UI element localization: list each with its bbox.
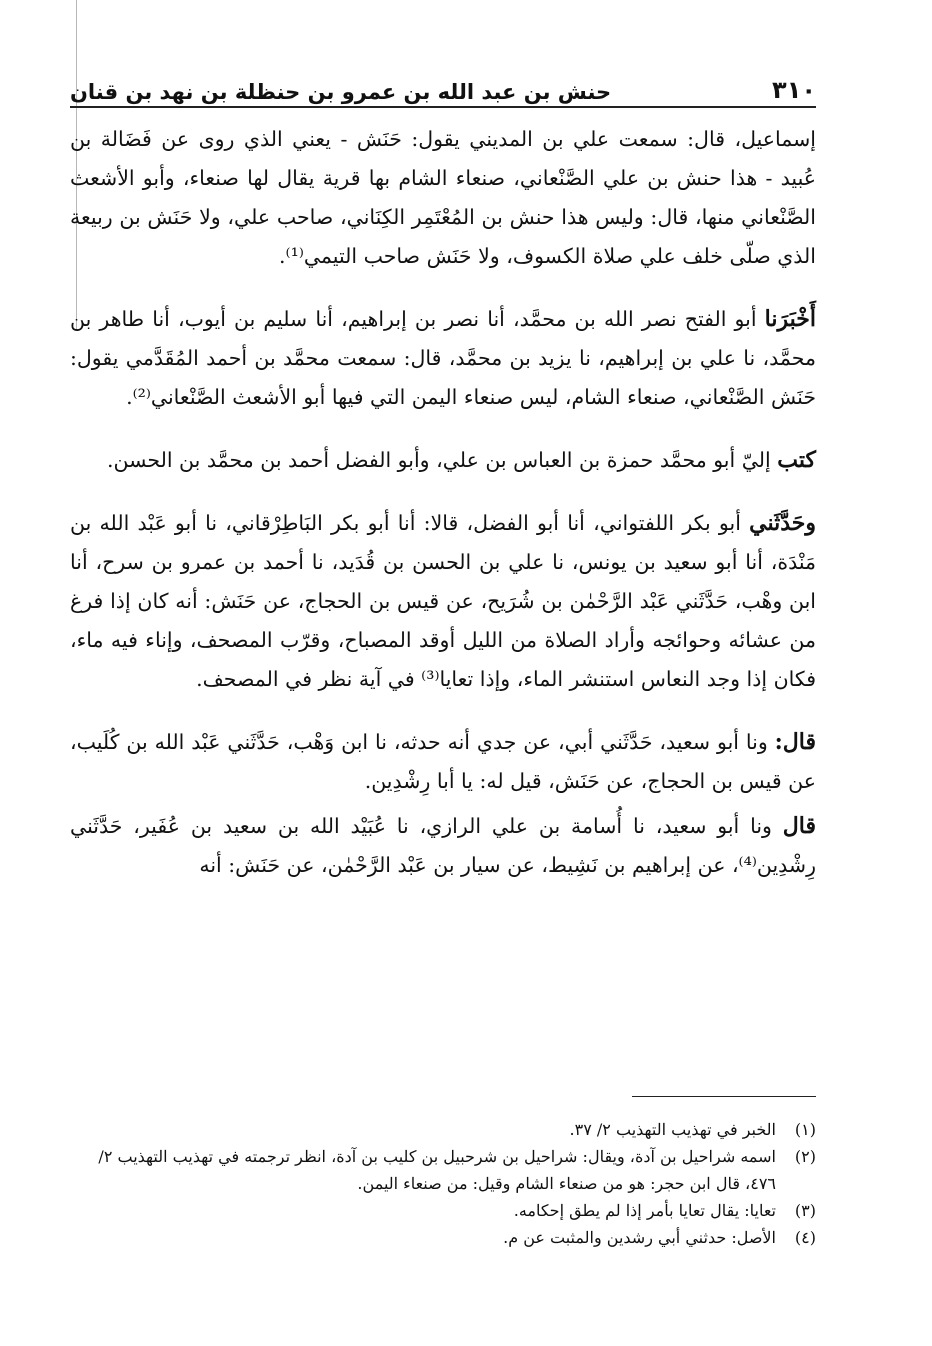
paragraph-text: إليّ أبو محمَّد حمزة بن العباس بن علي، وأبو الفضل أحمد بن محمَّد بن الحسن. <box>106 448 778 472</box>
paragraph-lead: أَخْبَرَنا <box>764 306 816 332</box>
paragraph-3 <box>70 441 816 480</box>
paragraph-6 <box>70 807 816 885</box>
footnote-number: (٤) <box>794 1228 816 1247</box>
footnote-1 <box>70 1116 816 1143</box>
paragraph-5 <box>70 723 816 801</box>
paragraph-text: إسماعيل، قال: سمعت علي بن المديني يقول: حَنَش - يعني الذي روى عن فَضَالة بن عُبيد - هذا حنش بن علي الصَّنْعاني، صنعاء الشام بها قرية يقال لها صنعاء، وأبو الأشعث الصَّنْعاني منها، قال: وليس هذا حنش بن المُعْتَمِر الكِنَاني، صاحب علي، ولا حَنَش بن ربيعة الذي صلّى خلف علي صلاة الكسوف، ولا حَنَش صاحب التيمي⁽¹⁾. <box>70 127 816 268</box>
footnote-separator <box>632 1096 816 1097</box>
footnotes <box>70 1116 816 1251</box>
running-title: حنش بن عبد الله بن عمرو بن حنظلة بن نهد بن قنان <box>70 80 612 104</box>
main-text <box>70 120 816 909</box>
footnote-text: الخبر في تهذيب التهذيب ٢/ ٣٧. <box>569 1120 776 1139</box>
paragraph-1 <box>70 120 816 276</box>
footnote-number: (٢) <box>794 1147 816 1166</box>
footnote-4 <box>70 1224 816 1251</box>
paragraph-lead: وحَدَّثَني <box>749 510 816 536</box>
paragraph-lead: قال <box>782 813 816 839</box>
page-number: ٣١٠ <box>772 76 816 104</box>
paragraph-lead: كتب <box>777 447 816 473</box>
paragraph-text: أبو الفتح نصر الله بن محمَّد، أنا نصر بن إبراهيم، أنا سليم بن أيوب، أنا طاهر بن محمَّد، نا علي بن إبراهيم، نا يزيد بن محمَّد، قال: سمعت محمَّد بن أحمد المُقَدَّمي يقول: حَنَش الصَّنْعاني، صنعاء الشام، ليس صنعاء اليمن التي فيها أبو الأشعث الصَّنْعاني⁽²⁾. <box>70 307 816 409</box>
paragraph-text: ونا أبو سعيد، حَدَّثَني أبي، عن جدي أنه حدثه، نا ابن وَهْب، حَدَّثَني عَبْد الله بن كُلَيب، عن قيس بن الحجاج، عن حَنَش، قيل له: يا أبا رِشْدِين. <box>70 730 816 793</box>
footnote-text: الأصل: حدثني أبي رشدين والمثبت عن م. <box>503 1228 776 1247</box>
paragraph-2 <box>70 300 816 417</box>
paragraph-lead: قال: <box>774 729 816 755</box>
footnote-number: (١) <box>794 1120 816 1139</box>
paragraph-4 <box>70 504 816 699</box>
footnote-text: اسمه شراحيل بن آدة، ويقال: شراحيل بن شرحبيل بن كليب بن آدة، انظر ترجمته في تهذيب التهذيب ٢/ ٤٧٦، قال ابن حجر: هو من صنعاء الشام وقيل: من صنعاء اليمن. <box>98 1147 776 1193</box>
footnote-number: (٣) <box>794 1201 816 1220</box>
footnote-2 <box>70 1143 816 1197</box>
header-rule <box>70 106 816 108</box>
footnote-3 <box>70 1197 816 1224</box>
paragraph-text: ونا أبو سعيد، نا أُسامة بن علي الرازي، نا عُبَيْد الله بن سعيد بن عُفَير، حَدَّثَني رِشْدِين⁽⁴⁾، عن إبراهيم بن نَشِيط، عن سيار بن عَبْد الرَّحْمٰن، عن حَنَش: أنه <box>70 814 816 877</box>
page-header <box>70 70 816 104</box>
footnote-text: تعايا: يقال تعايا بأمر إذا لم يطق إحكامه. <box>513 1201 776 1220</box>
paragraph-text: أبو بكر اللفتواني، أنا أبو الفضل، قالا: أنا أبو بكر البَاطِرْقاني، نا أبو عَبْد الله بن مَنْدَة، أنا أبو سعيد بن يونس، نا علي بن الحسن بن قُدَيد، نا أحمد بن عمرو بن سرح، أنا ابن وهْب، حَدَّثَني عَبْد الرَّحْمٰن بن شُرَيح، عن قيس بن الحجاج، عن حَنَش: أنه كان إذا فرغ من عشائه وحوائجه وأراد الصلاة من الليل أوقد المصباح، وقرّب المصحف، وإناء فيه ماء، فكان إذا وجد النعاس استنشر الماء، وإذا تعايا⁽³⁾ في آية نظر في المصحف. <box>70 511 816 691</box>
